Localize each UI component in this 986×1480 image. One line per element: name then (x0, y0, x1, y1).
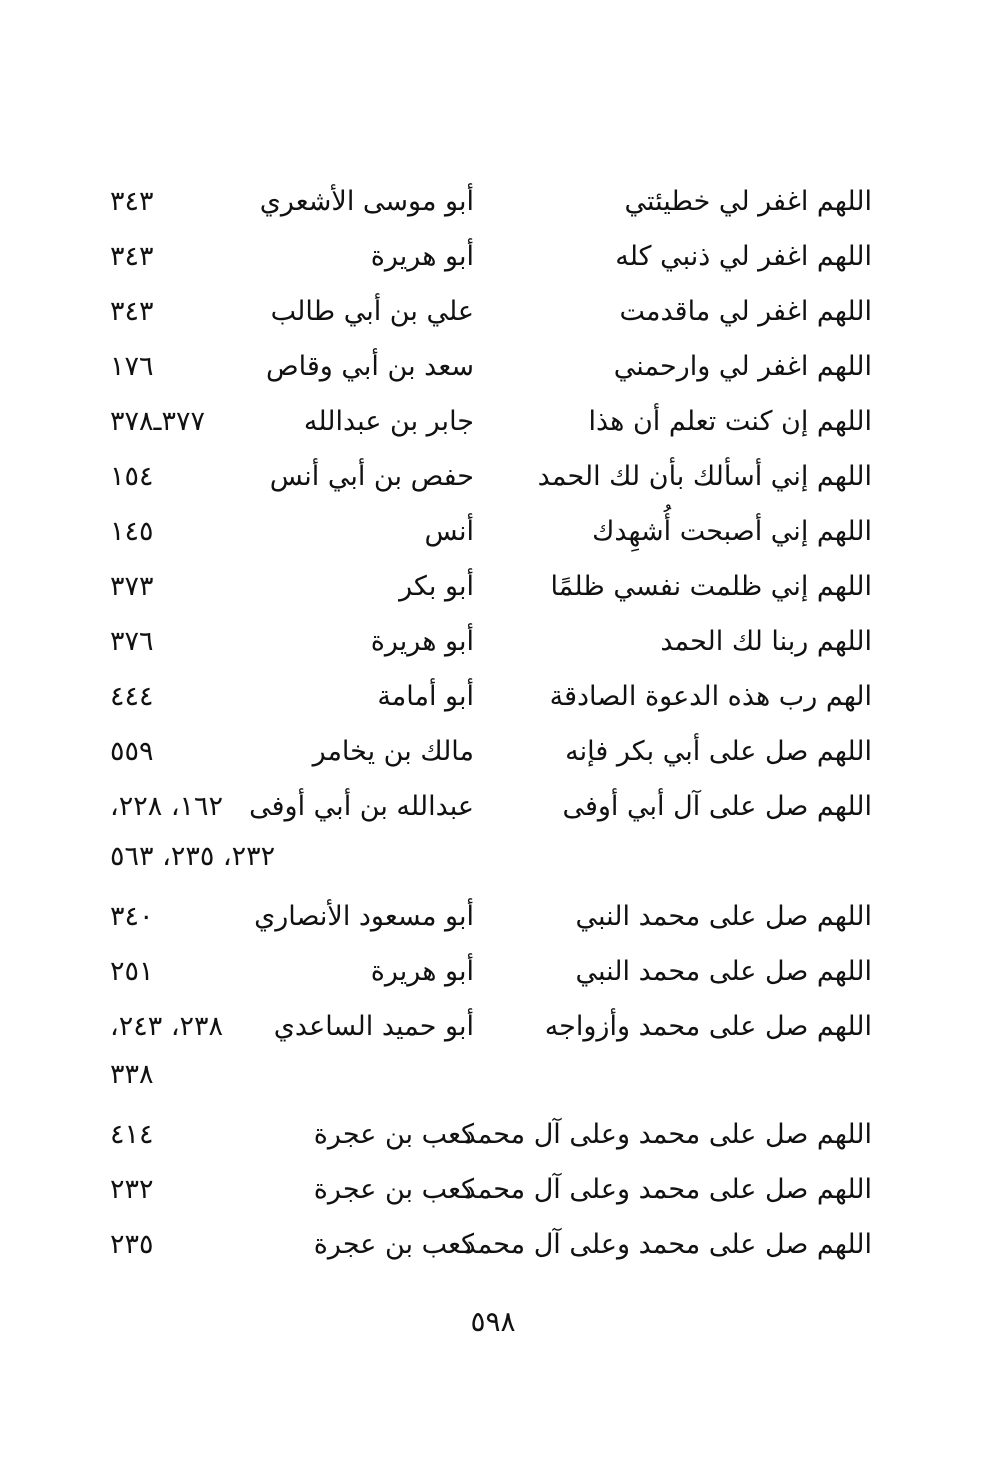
index-row (0, 567, 986, 622)
page-refs: ٢٣٨، ٢٤٣، (110, 1011, 224, 1042)
narrator: كعب بن عجرة (313, 1119, 474, 1150)
page-refs: ١٧٦ (110, 351, 154, 382)
hadith-phrase: اللهم اغفر لي ذنبي كله (615, 241, 872, 272)
page-refs: ١٤٥ (110, 516, 154, 547)
index-entries (0, 182, 986, 1280)
hadith-phrase: اللهم صل على محمد النبي (575, 901, 872, 932)
hadith-phrase: اللهم إني أصبحت أُشهِدك (592, 516, 872, 547)
narrator: أبو موسى الأشعري (259, 186, 474, 217)
page-refs: ٤٤٤ (110, 681, 154, 712)
hadith-phrase: اللهم صل على محمد وعلى آل محمد (463, 1119, 872, 1150)
index-row (0, 1007, 986, 1055)
index-row (0, 512, 986, 567)
narrator: سعد بن أبي وقاص (266, 351, 474, 382)
narrator: علي بن أبي طالب (270, 296, 474, 327)
page-refs: ٢٥١ (110, 956, 154, 987)
narrator: أنس (424, 516, 474, 547)
narrator: جابر بن عبدالله (303, 406, 474, 437)
hadith-phrase: اللهم ربنا لك الحمد (660, 626, 872, 657)
hadith-phrase: الهم رب هذه الدعوة الصادقة (549, 681, 872, 712)
page-refs: ١٥٤ (110, 461, 154, 492)
page-refs: ٣٤٣ (110, 296, 154, 327)
page-number: ٥٩٨ (470, 1305, 516, 1338)
page-refs: ٣٤٠ (110, 901, 154, 932)
page-refs: ٢٣٥ (110, 1229, 154, 1260)
index-row (0, 622, 986, 677)
narrator: حفص بن أبي أنس (269, 461, 474, 492)
index-row (0, 732, 986, 787)
index-row (0, 787, 986, 837)
page-refs: ٣٤٣ (110, 186, 154, 217)
page-refs: ٢٣٢، ٢٣٥، ٥٦٣ (110, 841, 276, 872)
index-row (0, 1225, 986, 1280)
hadith-phrase: اللهم إني ظلمت نفسي ظلمًا (550, 571, 872, 602)
index-row-continuation (0, 837, 986, 897)
narrator: أبو بكر (399, 571, 474, 602)
hadith-phrase: اللهم صل على آل أبي أوفى (562, 791, 872, 822)
hadith-phrase: اللهم إني أسألك بأن لك الحمد (537, 461, 872, 492)
narrator: أبو هريرة (370, 241, 474, 272)
narrator: أبو هريرة (370, 626, 474, 657)
narrator: أبو حميد الساعدي (273, 1011, 474, 1042)
hadith-phrase: اللهم صل على أبي بكر فإنه (565, 736, 872, 767)
narrator: كعب بن عجرة (313, 1229, 474, 1260)
index-row (0, 952, 986, 1007)
hadith-phrase: اللهم إن كنت تعلم أن هذا (588, 406, 872, 437)
index-row-continuation (0, 1055, 986, 1115)
page-refs: ٣٧٣ (110, 571, 154, 602)
narrator: عبدالله بن أبي أوفى (249, 791, 474, 822)
index-row (0, 292, 986, 347)
index-row (0, 457, 986, 512)
narrator: أبو أمامة (377, 681, 474, 712)
index-row (0, 237, 986, 292)
index-row (0, 677, 986, 732)
hadith-phrase: اللهم اغفر لي ماقدمت (619, 296, 872, 327)
hadith-phrase: اللهم صل على محمد النبي (575, 956, 872, 987)
narrator: مالك بن يخامر (312, 736, 474, 767)
index-row (0, 402, 986, 457)
hadith-phrase: اللهم اغفر لي خطيئتي (624, 186, 872, 217)
page-refs: ٣٧٧ـ٣٧٨ (110, 406, 205, 437)
page-refs: ٣٤٣ (110, 241, 154, 272)
index-row (0, 347, 986, 402)
index-row (0, 897, 986, 952)
page-refs: ١٦٢، ٢٢٨، (110, 791, 224, 822)
index-row (0, 182, 986, 237)
page-refs: ٢٣٢ (110, 1174, 154, 1205)
index-row (0, 1115, 986, 1170)
hadith-phrase: اللهم صل على محمد وأزواجه (544, 1011, 872, 1042)
hadith-phrase: اللهم صل على محمد وعلى آل محمد (463, 1174, 872, 1205)
page-refs: ٤١٤ (110, 1119, 154, 1150)
page-refs: ٣٧٦ (110, 626, 154, 657)
narrator: أبو هريرة (370, 956, 474, 987)
index-row (0, 1170, 986, 1225)
hadith-phrase: اللهم صل على محمد وعلى آل محمد (463, 1229, 872, 1260)
narrator: أبو مسعود الأنصاري (254, 901, 474, 932)
narrator: كعب بن عجرة (313, 1174, 474, 1205)
page-refs: ٥٥٩ (110, 736, 154, 767)
hadith-phrase: اللهم اغفر لي وارحمني (613, 351, 872, 382)
page-refs: ٣٣٨ (110, 1059, 154, 1090)
